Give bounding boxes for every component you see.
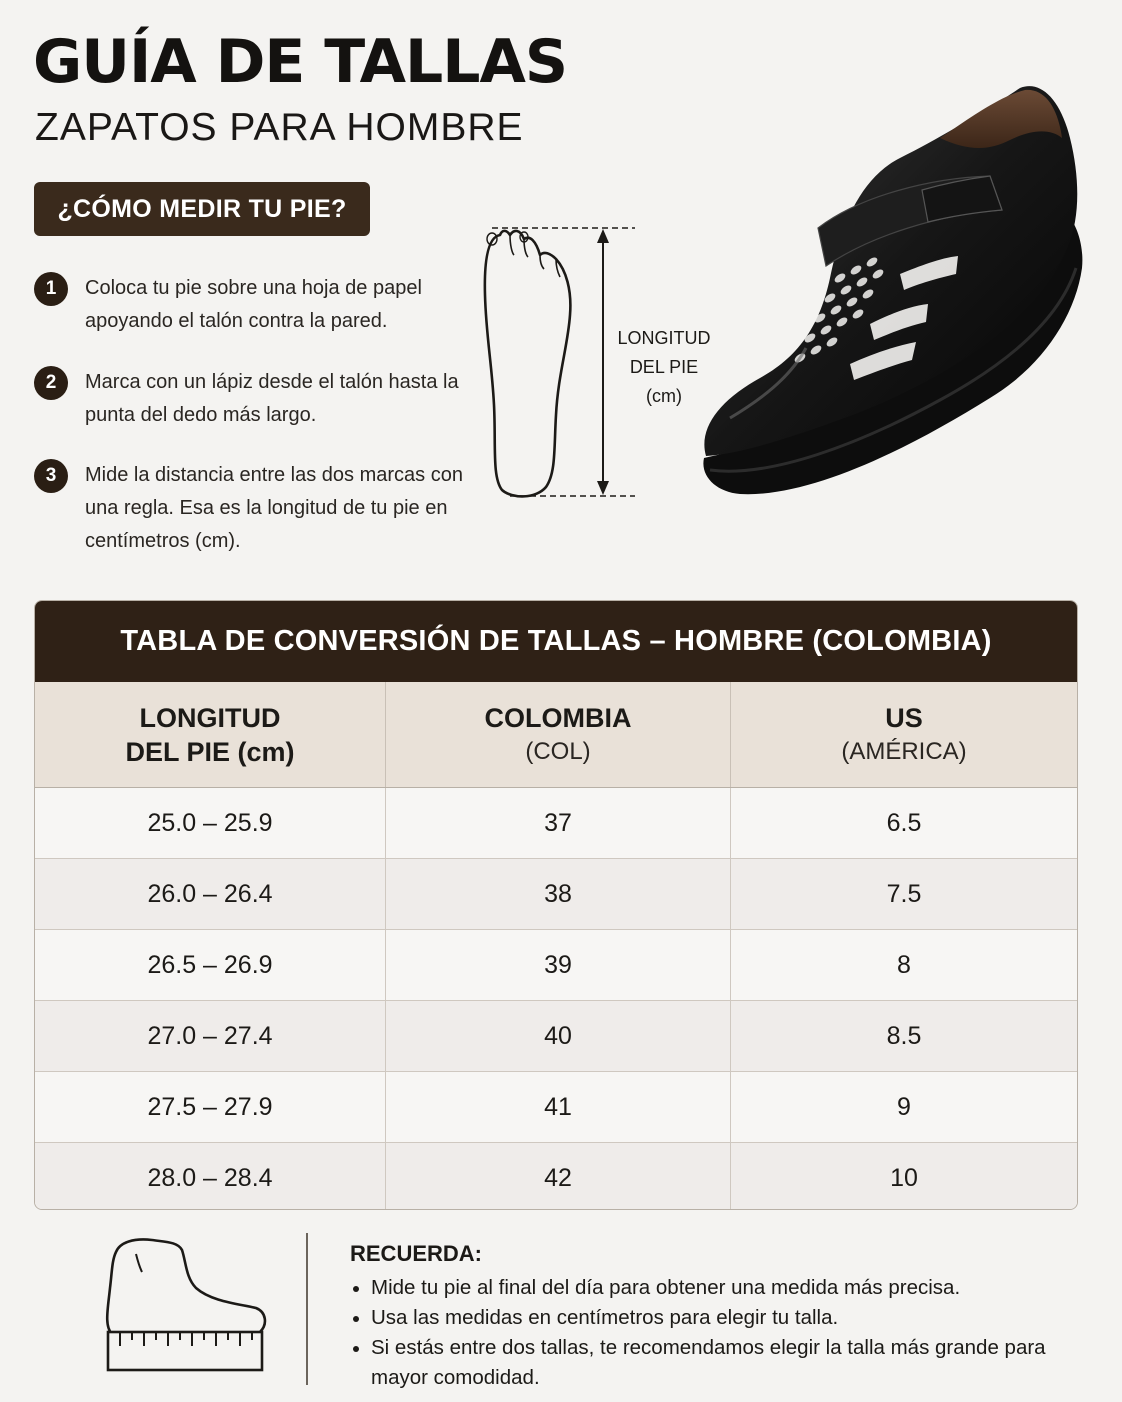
cell-foot-length: 28.0 – 28.4 [35, 1143, 386, 1210]
cell-us: 6.5 [886, 808, 922, 837]
how-to-measure-badge: ¿CÓMO MEDIR TU PIE? [34, 182, 370, 236]
step-number: 3 [34, 459, 68, 493]
column-header-us: US (AMÉRICA) [841, 702, 967, 765]
cell-colombia: 40 [386, 1001, 731, 1071]
cell-foot-length: 27.0 – 27.4 [35, 1001, 386, 1071]
tips-list [350, 1273, 1070, 1393]
cell-foot-length: 25.0 – 25.9 [35, 788, 386, 858]
cell-us: 9 [897, 1092, 911, 1121]
cell-foot-length: 26.5 – 26.9 [35, 930, 386, 1000]
table-row [35, 930, 1077, 1001]
list-item: Mide tu pie al final del día para obtener una medida más precisa. [350, 1273, 1070, 1303]
step-number: 2 [34, 366, 68, 400]
table-row [35, 1001, 1077, 1072]
cell-colombia: 37 [386, 788, 731, 858]
cell-us: 8 [897, 950, 911, 979]
cell-foot-length: 27.5 – 27.9 [35, 1072, 386, 1142]
foot-length-label: LONGITUD DEL PIE (cm) [617, 328, 711, 406]
step-text: Mide la distancia entre las dos marcas con una regla. Esa es la longitud de tu pie en centímetros (cm). [85, 464, 463, 552]
table-row [35, 859, 1077, 930]
table-title: TABLA DE CONVERSIÓN DE TALLAS – HOMBRE (COLOMBIA) [35, 601, 1077, 682]
cell-us: 10 [890, 1164, 918, 1192]
cell-colombia: 39 [386, 930, 731, 1000]
table-header-row [35, 682, 1077, 788]
table-row [35, 788, 1077, 859]
table-row [35, 1143, 1077, 1210]
cell-colombia: 41 [386, 1072, 731, 1142]
list-item: Usa las medidas en centímetros para elegir tu talla. [350, 1303, 1070, 1333]
step-number: 1 [34, 272, 68, 306]
column-header-foot-length: LONGITUD DEL PIE (cm) [35, 682, 386, 787]
divider [306, 1233, 308, 1385]
step-text: Marca con un lápiz desde el talón hasta la punta del dedo más largo. [85, 371, 459, 426]
table-row [35, 1072, 1077, 1143]
cell-colombia: 38 [386, 859, 731, 929]
cell-us: 7.5 [886, 879, 922, 908]
leather-sandal-image [690, 78, 1100, 518]
size-conversion-table [34, 600, 1078, 1210]
cell-foot-length: 26.0 – 26.4 [35, 859, 386, 929]
list-item: Si estás entre dos tallas, te recomendamos elegir la talla más grande para mayor comodidad. [350, 1333, 1070, 1393]
remember-title: RECUERDA: [350, 1241, 482, 1266]
foot-ruler-icon [100, 1228, 270, 1378]
cell-us: 8.5 [886, 1021, 922, 1050]
cell-colombia: 42 [386, 1143, 731, 1210]
page-title: GUÍA DE TALLAS [33, 27, 568, 97]
column-header-colombia: COLOMBIA (COL) [386, 682, 731, 787]
step-text: Coloca tu pie sobre una hoja de papel apoyando el talón contra la pared. [85, 277, 422, 332]
page-subtitle: ZAPATOS PARA HOMBRE [35, 106, 524, 149]
